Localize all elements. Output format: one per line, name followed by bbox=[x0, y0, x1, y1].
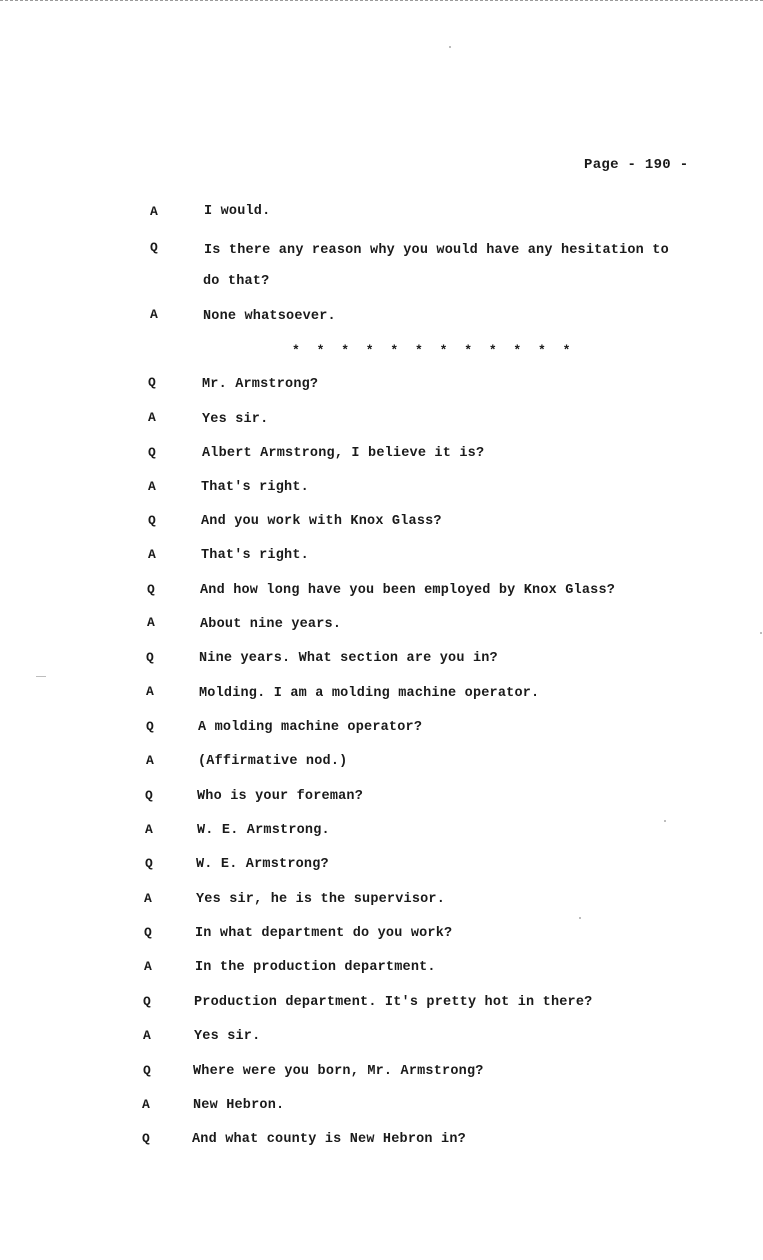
transcript-line: Production department. It's pretty hot in there? bbox=[194, 995, 593, 1010]
speaker-label: A bbox=[146, 753, 154, 768]
speaker-label: A bbox=[142, 1097, 150, 1112]
scan-speck bbox=[579, 917, 581, 919]
transcript-line: do that? bbox=[203, 274, 270, 289]
scan-speck bbox=[760, 632, 762, 634]
transcript-line: Who is your foreman? bbox=[197, 789, 364, 804]
transcript-line: Albert Armstrong, I believe it is? bbox=[202, 446, 485, 461]
scan-speck bbox=[664, 820, 666, 822]
section-separator: * * * * * * * * * * * * bbox=[292, 343, 575, 358]
speaker-label: Q bbox=[144, 925, 152, 940]
transcript-line: That's right. bbox=[201, 480, 309, 495]
transcript-line: None whatsoever. bbox=[203, 309, 336, 324]
transcript-line: (Affirmative nod.) bbox=[198, 754, 348, 769]
speaker-label: Q bbox=[147, 582, 155, 597]
page-number: Page - 190 - bbox=[584, 157, 689, 173]
speaker-label: Q bbox=[143, 1063, 151, 1078]
speaker-label: Q bbox=[143, 994, 151, 1009]
speaker-label: Q bbox=[150, 240, 158, 255]
transcript-line: I would. bbox=[204, 204, 271, 219]
speaker-label: Q bbox=[145, 788, 153, 803]
speaker-label: Q bbox=[148, 445, 156, 460]
speaker-label: A bbox=[147, 615, 155, 630]
transcript-line: And how long have you been employed by Knox Glass? bbox=[200, 583, 616, 598]
speaker-label: Q bbox=[145, 856, 153, 871]
speaker-label: A bbox=[143, 1028, 151, 1043]
transcript-line: And what county is New Hebron in? bbox=[192, 1132, 466, 1147]
transcript-line: Nine years. What section are you in? bbox=[199, 651, 498, 666]
scan-speck bbox=[449, 46, 451, 48]
page-top-edge bbox=[0, 0, 763, 6]
transcript-line: Molding. I am a molding machine operator. bbox=[199, 686, 540, 701]
transcript-line: Where were you born, Mr. Armstrong? bbox=[193, 1064, 484, 1079]
transcript-line: Yes sir. bbox=[202, 412, 269, 427]
speaker-label: Q bbox=[146, 650, 154, 665]
scan-speck bbox=[36, 676, 46, 677]
transcript-line: Mr. Armstrong? bbox=[202, 377, 319, 392]
speaker-label: A bbox=[148, 479, 156, 494]
transcript-line: In the production department. bbox=[195, 960, 436, 975]
speaker-label: A bbox=[150, 307, 158, 322]
speaker-label: Q bbox=[142, 1131, 150, 1146]
transcript-line: W. E. Armstrong? bbox=[196, 857, 329, 872]
transcript-line: That's right. bbox=[201, 548, 309, 563]
speaker-label: Q bbox=[148, 513, 156, 528]
speaker-label: A bbox=[146, 684, 154, 699]
speaker-label: A bbox=[150, 204, 158, 219]
transcript-line: Yes sir, he is the supervisor. bbox=[196, 892, 446, 907]
transcript-line: Is there any reason why you would have any hesitation to bbox=[204, 243, 669, 258]
transcript-line: In what department do you work? bbox=[195, 926, 453, 941]
speaker-label: A bbox=[148, 547, 156, 562]
transcript-line: And you work with Knox Glass? bbox=[201, 514, 442, 529]
transcript-line: About nine years. bbox=[200, 617, 342, 632]
transcript-line: Yes sir. bbox=[194, 1029, 261, 1044]
transcript-line: W. E. Armstrong. bbox=[197, 823, 330, 838]
speaker-label: A bbox=[144, 891, 152, 906]
transcript-line: New Hebron. bbox=[193, 1098, 285, 1113]
transcript-line: A molding machine operator? bbox=[198, 720, 423, 735]
speaker-label: Q bbox=[148, 375, 156, 390]
speaker-label: A bbox=[144, 959, 152, 974]
speaker-label: A bbox=[145, 822, 153, 837]
speaker-label: A bbox=[148, 410, 156, 425]
speaker-label: Q bbox=[146, 719, 154, 734]
